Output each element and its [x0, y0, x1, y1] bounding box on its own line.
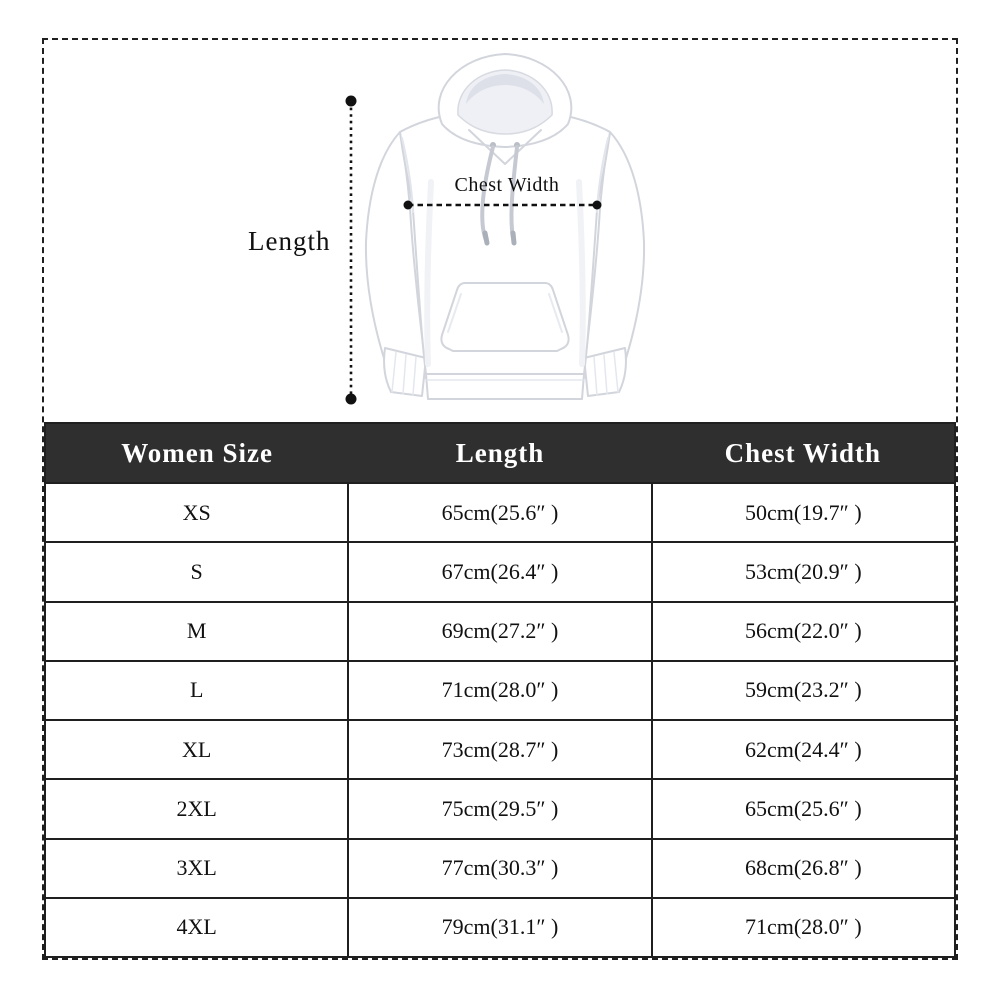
size-cell: M: [45, 602, 348, 661]
header-length: Length: [348, 423, 651, 483]
size-table-head: [45, 423, 955, 483]
size-cell: XL: [45, 720, 348, 779]
size-cell: 3XL: [45, 839, 348, 898]
chest-width-cell: 53cm(20.9″ ): [652, 542, 955, 601]
length-cell: 79cm(31.1″ ): [348, 898, 651, 957]
chest-width-cell: 59cm(23.2″ ): [652, 661, 955, 720]
chest-width-cell: 62cm(24.4″ ): [652, 720, 955, 779]
header-chest-width: Chest Width: [652, 423, 955, 483]
length-cell: 75cm(29.5″ ): [348, 779, 651, 838]
header-women-size: Women Size: [45, 423, 348, 483]
length-line-bottom-dot: [346, 394, 357, 405]
length-cell: 71cm(28.0″ ): [348, 661, 651, 720]
size-table-body: [45, 483, 955, 957]
table-row: [45, 779, 955, 838]
size-cell: 2XL: [45, 779, 348, 838]
length-label: Length: [248, 226, 331, 256]
chest-width-cell: 68cm(26.8″ ): [652, 839, 955, 898]
size-cell: 4XL: [45, 898, 348, 957]
length-cell: 73cm(28.7″ ): [348, 720, 651, 779]
table-row: [45, 542, 955, 601]
chest-width-cell: 56cm(22.0″ ): [652, 602, 955, 661]
chest-line-left-dot: [404, 201, 413, 210]
table-row: [45, 602, 955, 661]
chest-line-right-dot: [593, 201, 602, 210]
table-row: [45, 483, 955, 542]
length-cell: 67cm(26.4″ ): [348, 542, 651, 601]
length-line-top-dot: [346, 96, 357, 107]
table-row: [45, 898, 955, 957]
size-cell: XS: [45, 483, 348, 542]
length-cell: 69cm(27.2″ ): [348, 602, 651, 661]
size-cell: L: [45, 661, 348, 720]
table-row: [45, 720, 955, 779]
size-cell: S: [45, 542, 348, 601]
table-row: [45, 661, 955, 720]
chest-width-cell: 50cm(19.7″ ): [652, 483, 955, 542]
measurement-lines: [42, 38, 958, 422]
table-header-row: [45, 423, 955, 483]
length-cell: 77cm(30.3″ ): [348, 839, 651, 898]
chest-width-cell: 65cm(25.6″ ): [652, 779, 955, 838]
chest-width-label: Chest Width: [454, 174, 560, 196]
length-cell: 65cm(25.6″ ): [348, 483, 651, 542]
size-table: [44, 422, 956, 958]
table-row: [45, 839, 955, 898]
chest-width-cell: 71cm(28.0″ ): [652, 898, 955, 957]
